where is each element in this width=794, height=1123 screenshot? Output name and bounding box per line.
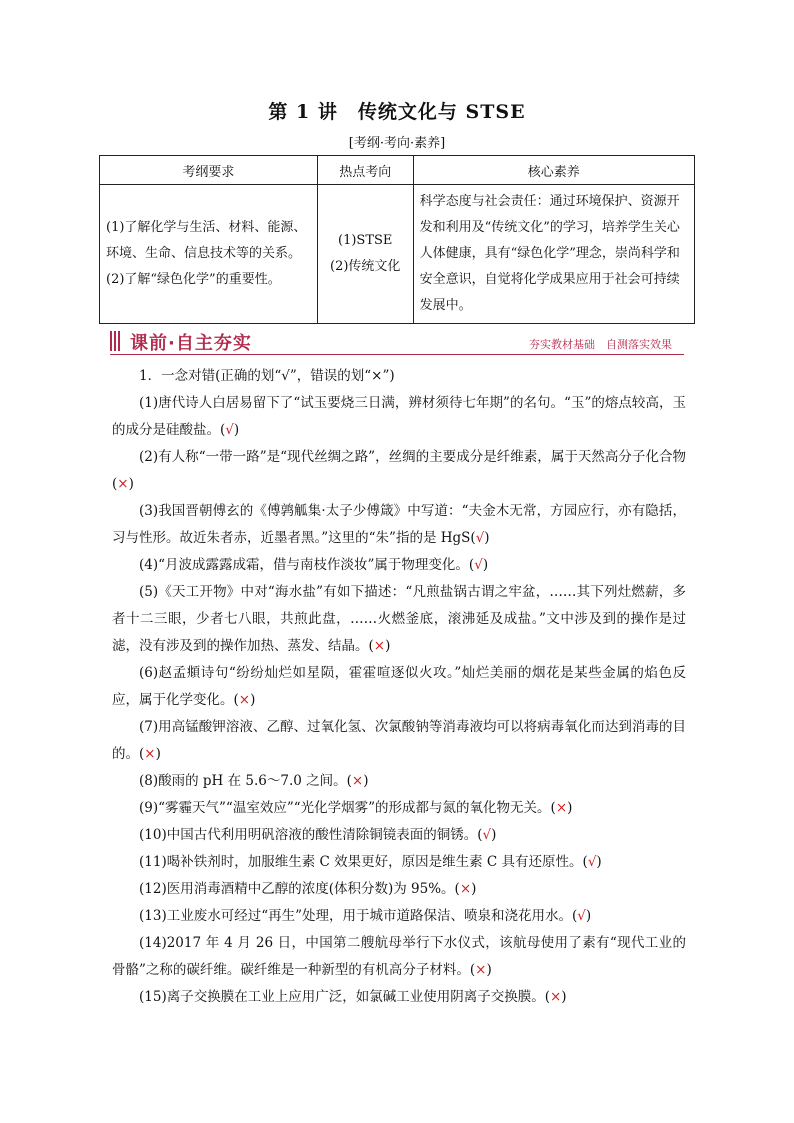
answer-close-paren: ) (491, 827, 497, 843)
exercise-item (112, 714, 686, 768)
syllabus-table (99, 155, 695, 324)
answer-mark: √ (587, 854, 597, 870)
section-banner (110, 329, 684, 355)
answer-mark: × (351, 773, 364, 789)
exercise-text: (15)离子交换膜在工业上应用广泛，如氯碱工业使用阴离子交换膜。( (139, 989, 550, 1005)
exercise-item (112, 876, 686, 903)
section-title: 课前·自主夯实 (130, 333, 252, 354)
answer-close-paren: ) (486, 962, 492, 978)
exercise-item (112, 822, 686, 849)
answer-mark: √ (474, 557, 483, 573)
answer-mark: × (475, 962, 487, 978)
table-cell-competency: 科学态度与社会责任：通过环境保护、资源开发和利用及“传统文化”的学习，培养学生关心人体健康，具有“绿色化学”理念，崇尚科学和安全意识，自觉将化学成果应用于社会可持续发展中。 (413, 185, 694, 324)
answer-mark: √ (475, 530, 485, 546)
answer-mark: × (373, 638, 386, 654)
banner-stripes-icon (110, 331, 122, 351)
exercise-item (112, 930, 686, 984)
exercise-text: 1．一念对错(正确的划“√”，错误的划“×”) (139, 368, 395, 384)
answer-close-paren: ) (567, 800, 573, 816)
exercise-text: (12)医用消毒酒精中乙醇的浓度(体积分数)为 95%。( (139, 881, 460, 897)
answer-close-paren: ) (128, 476, 134, 492)
exercise-item (112, 660, 686, 714)
answer-mark: √ (225, 422, 234, 438)
exercise-item (112, 390, 686, 444)
exercise-text: (7)用高锰酸钾溶液、乙醇、过氧化氢、次氯酸钠等消毒液均可以将病毒氧化而达到消毒的目的。( (112, 719, 686, 762)
answer-close-paren: ) (596, 854, 602, 870)
answer-close-paren: ) (471, 881, 477, 897)
answer-mark: × (555, 800, 568, 816)
requirement-item: (2)了解“绿色化学”的重要性。 (106, 272, 281, 287)
exercise-item (112, 579, 686, 660)
exercise-item (112, 552, 686, 579)
exercise-item (112, 768, 686, 795)
answer-close-paren: ) (363, 773, 369, 789)
exercise-instruction (112, 363, 686, 390)
section-subtitle: 夯实教材基础 自测落实效果 (529, 338, 672, 351)
answer-mark: × (117, 476, 129, 492)
exercise-text: (8)酸雨的 pH 在 5.6～7.0 之间。( (139, 773, 352, 789)
table-row (100, 185, 695, 324)
exercise-list (112, 363, 686, 1011)
topic-item: (1)STSE (338, 233, 393, 248)
exercise-item (112, 984, 686, 1011)
exercise-item (112, 849, 686, 876)
answer-mark: × (144, 746, 156, 762)
exercise-text: (5)《天工开物》中对“海水盐”有如下描述：“凡煎盐锅古谓之牢盆，……其下列灶燃薪，多者十二三眼，少者七八眼，共煎此盘，……火燃釜底，滚沸延及成盐。”文中涉及到的操作是过滤，没有涉及到的操作加热、蒸发、结晶。( (112, 584, 686, 654)
exercise-text: (4)“月波成露露成霜，借与南枝作淡妆”属于物理变化。( (139, 557, 475, 573)
exercise-text: (1)唐代诗人白居易留下了“试玉要烧三日满，辨材须待七年期”的名句。“玉”的熔点较高，玉的成分是硅酸盐。( (112, 395, 686, 438)
table-header-row (100, 156, 695, 185)
exercise-text: (6)赵孟頫诗句“纷纷灿烂如星陨，霍霍喧逐似火攻。”灿烂美丽的烟花是某些金属的焰色反应，属于化学变化。( (112, 665, 686, 708)
exercise-text: (9)“雾霾天气”“温室效应”“光化学烟雾”的形成都与氮的氧化物无关。( (139, 800, 556, 816)
exercise-text: (2)有人称“一带一路”是“现代丝绸之路”，丝绸的主要成分是纤维素，属于天然高分子化合物( (112, 449, 686, 492)
table-cell-topics (317, 185, 413, 324)
answer-close-paren: ) (250, 692, 256, 708)
answer-mark: √ (577, 908, 586, 924)
answer-close-paren: ) (482, 557, 489, 573)
exercise-item (112, 498, 686, 552)
table-header-cell: 核心素养 (413, 156, 694, 185)
answer-close-paren: ) (155, 746, 161, 762)
answer-close-paren: ) (484, 530, 490, 546)
exercise-text: (11)喝补铁剂时，加服维生素 C 效果更好，原因是维生素 C 具有还原性。( (139, 854, 588, 870)
page-title: 第 1 讲 传统文化与 STSE (268, 101, 526, 123)
table-cell-requirements (100, 185, 318, 324)
exercise-item (112, 444, 686, 498)
page-subtitle: [考纲·考向·素养] (348, 136, 446, 151)
answer-mark: × (459, 881, 472, 897)
table-header-cell: 考纲要求 (100, 156, 318, 185)
answer-close-paren: ) (585, 908, 592, 924)
answer-close-paren: ) (561, 989, 567, 1005)
topic-item: (2)传统文化 (330, 259, 401, 274)
exercise-item (112, 903, 686, 930)
banner-divider (110, 354, 684, 355)
answer-mark: × (549, 989, 562, 1005)
exercise-text: (10)中国古代利用明矾溶液的酸性清除铜镜表面的铜锈。( (139, 827, 483, 843)
answer-mark: √ (482, 827, 492, 843)
answer-close-paren: ) (233, 422, 240, 438)
answer-close-paren: ) (385, 638, 391, 654)
requirement-item: (1)了解化学与生活、材料、能源、环境、生命、信息技术等的关系。 (106, 220, 307, 261)
exercise-item (112, 795, 686, 822)
exercise-text: (13)工业废水可经过“再生”处理，用于城市道路保洁、喷泉和浇花用水。( (139, 908, 578, 924)
answer-mark: × (238, 692, 251, 708)
exercise-text: (14)2017 年 4 月 26 日，中国第二艘航母举行下水仪式，该航母使用了素有“现代工业的骨骼”之称的碳纤维。碳纤维是一种新型的有机高分子材料。( (112, 935, 686, 978)
exercise-text: (3)我国晋朝傅玄的《傅鹑觚集·太子少傅箴》中写道：“夫金木无常，方园应行，亦有隐括，习与性形。故近朱者赤，近墨者黑。”这里的“朱”指的是 HgS( (112, 503, 686, 546)
table-header-cell: 热点考向 (317, 156, 413, 185)
